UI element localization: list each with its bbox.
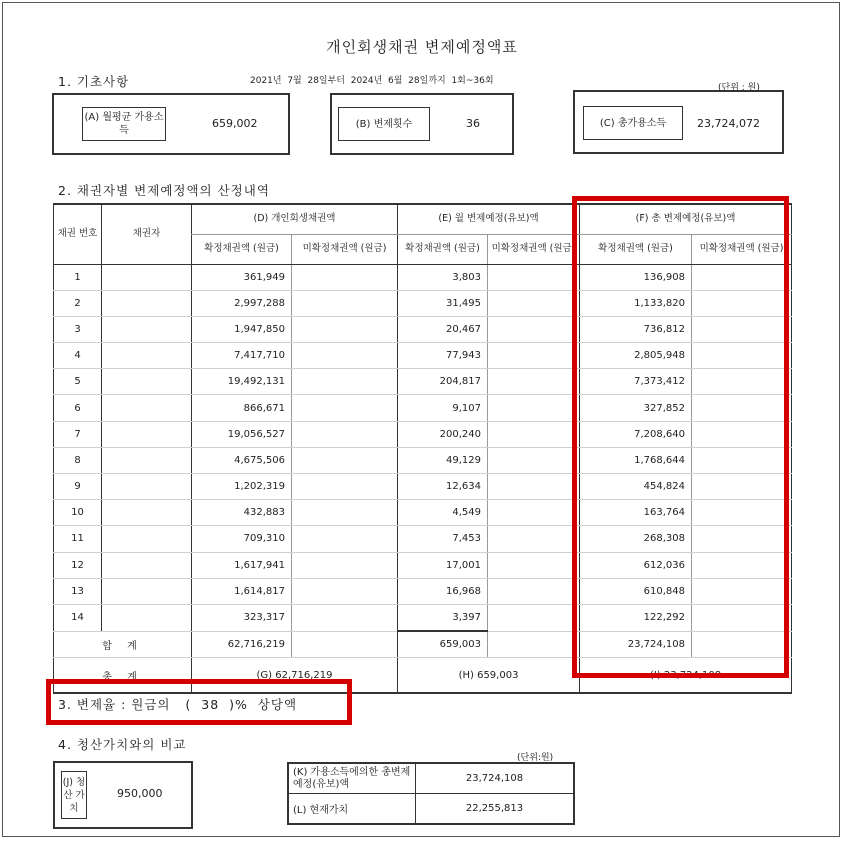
present-value-value: 22,255,813	[416, 794, 575, 825]
row-claim-unconfirmed	[292, 500, 398, 526]
total-h: (H) 659,003	[398, 658, 580, 694]
row-monthly-unconfirmed	[488, 604, 580, 631]
payment-period: 2021년 7월 28일부터 2024년 6월 28일까지 1회~36회	[250, 76, 494, 86]
row-total-confirmed: 268,308	[580, 526, 692, 552]
row-claim-unconfirmed	[292, 604, 398, 631]
row-claim-confirmed: 323,317	[192, 604, 292, 631]
row-total-confirmed: 327,852	[580, 395, 692, 421]
row-no: 8	[54, 447, 102, 473]
row-creditor	[102, 421, 192, 447]
total-i: (I) 23,724,108	[580, 658, 792, 694]
row-claim-unconfirmed	[292, 369, 398, 395]
row-claim-unconfirmed	[292, 578, 398, 604]
monthly-income-value: 659,002	[212, 117, 258, 130]
subtotal-f: 23,724,108	[580, 631, 692, 658]
row-monthly-confirmed: 4,549	[398, 500, 488, 526]
header-e-confirmed: 확정채권액 (원금)	[398, 234, 488, 264]
row-creditor	[102, 447, 192, 473]
row-monthly-confirmed: 7,453	[398, 526, 488, 552]
row-total-confirmed: 163,764	[580, 500, 692, 526]
comparison-table	[287, 762, 575, 825]
row-claim-unconfirmed	[292, 447, 398, 473]
available-income-total-label: (K) 가용소득에의한 총변제예정(유보)액	[288, 763, 416, 794]
monthly-income-label: (A) 월평균 가용소득	[82, 107, 166, 141]
section1-heading: 1. 기초사항	[58, 74, 130, 89]
row-monthly-confirmed: 12,634	[398, 474, 488, 500]
highlight-total-repayment	[572, 196, 789, 678]
row-total-confirmed: 454,824	[580, 474, 692, 500]
row-creditor	[102, 290, 192, 316]
row-claim-unconfirmed	[292, 264, 398, 290]
header-d-confirmed: 확정채권액 (원금)	[192, 234, 292, 264]
row-creditor	[102, 264, 192, 290]
row-monthly-unconfirmed	[488, 369, 580, 395]
header-creditor: 채권자	[102, 204, 192, 264]
row-claim-confirmed: 866,671	[192, 395, 292, 421]
row-no: 4	[54, 343, 102, 369]
row-total-confirmed: 122,292	[580, 604, 692, 631]
header-f-unconfirmed: 미확정채권액 (원금)	[692, 234, 792, 264]
row-claim-unconfirmed	[292, 343, 398, 369]
row-claim-confirmed: 361,949	[192, 264, 292, 290]
row-monthly-confirmed: 3,803	[398, 264, 488, 290]
header-creditor-no: 채권 번호	[54, 204, 102, 264]
row-claim-confirmed: 1,617,941	[192, 552, 292, 578]
row-monthly-confirmed: 9,107	[398, 395, 488, 421]
row-total-confirmed: 136,908	[580, 264, 692, 290]
row-monthly-confirmed: 77,943	[398, 343, 488, 369]
total-income-label: (C) 총가용소득	[583, 106, 683, 140]
row-claim-confirmed: 1,614,817	[192, 578, 292, 604]
row-creditor	[102, 343, 192, 369]
header-f-confirmed: 확정채권액 (원금)	[580, 234, 692, 264]
row-claim-confirmed: 1,947,850	[192, 316, 292, 342]
row-monthly-unconfirmed	[488, 526, 580, 552]
row-no: 10	[54, 500, 102, 526]
row-monthly-confirmed: 16,968	[398, 578, 488, 604]
row-monthly-confirmed: 200,240	[398, 421, 488, 447]
row-no: 7	[54, 421, 102, 447]
row-total-confirmed: 610,848	[580, 578, 692, 604]
row-claim-unconfirmed	[292, 552, 398, 578]
section1-unit: (단위 : 원)	[718, 83, 760, 93]
row-monthly-confirmed: 20,467	[398, 316, 488, 342]
row-creditor	[102, 316, 192, 342]
row-claim-confirmed: 2,997,288	[192, 290, 292, 316]
row-no: 6	[54, 395, 102, 421]
row-claim-confirmed: 7,417,710	[192, 343, 292, 369]
header-total-repayment: (F) 총 변제예정(유보)액	[580, 204, 792, 234]
row-monthly-unconfirmed	[488, 316, 580, 342]
row-creditor	[102, 552, 192, 578]
row-creditor	[102, 578, 192, 604]
row-total-confirmed: 7,373,412	[580, 369, 692, 395]
row-total-confirmed: 1,768,644	[580, 447, 692, 473]
row-total-confirmed: 612,036	[580, 552, 692, 578]
row-creditor	[102, 474, 192, 500]
row-total-confirmed: 1,133,820	[580, 290, 692, 316]
row-claim-unconfirmed	[292, 421, 398, 447]
total-g: (G) 62,716,219	[192, 658, 398, 694]
section4-unit: (단위:원)	[517, 753, 554, 763]
repayment-rate: 3. 변제율 : 원금의 ( 38 )% 상당액	[58, 697, 298, 712]
row-monthly-confirmed: 31,495	[398, 290, 488, 316]
subtotal-d: 62,716,219	[192, 631, 292, 658]
section2-heading: 2. 채권자별 변제예정액의 산정내역	[58, 183, 270, 198]
row-monthly-confirmed: 3,397	[398, 604, 488, 631]
section4-heading: 4. 청산가치와의 비교	[58, 737, 187, 752]
row-monthly-unconfirmed	[488, 552, 580, 578]
row-monthly-unconfirmed	[488, 447, 580, 473]
row-claim-confirmed: 709,310	[192, 526, 292, 552]
total-label: 총 계	[102, 671, 143, 683]
row-monthly-unconfirmed	[488, 290, 580, 316]
row-monthly-confirmed: 17,001	[398, 552, 488, 578]
row-no: 9	[54, 474, 102, 500]
row-no: 2	[54, 290, 102, 316]
row-monthly-unconfirmed	[488, 264, 580, 290]
row-total-confirmed: 7,208,640	[580, 421, 692, 447]
row-no: 5	[54, 369, 102, 395]
payment-count-value: 36	[466, 117, 480, 130]
subtotal-label: 합 계	[54, 631, 192, 658]
row-no: 3	[54, 316, 102, 342]
row-claim-confirmed: 4,675,506	[192, 447, 292, 473]
header-claim-amount: (D) 개인회생채권액	[192, 204, 398, 234]
payment-count-box	[330, 93, 514, 155]
row-monthly-unconfirmed	[488, 421, 580, 447]
row-claim-unconfirmed	[292, 395, 398, 421]
row-claim-unconfirmed	[292, 474, 398, 500]
payment-count-label: (B) 변제횟수	[338, 107, 430, 141]
row-claim-confirmed: 1,202,319	[192, 474, 292, 500]
row-claim-confirmed: 432,883	[192, 500, 292, 526]
row-monthly-confirmed: 49,129	[398, 447, 488, 473]
row-monthly-unconfirmed	[488, 343, 580, 369]
row-claim-unconfirmed	[292, 316, 398, 342]
total-income-box	[573, 90, 784, 154]
row-monthly-unconfirmed	[488, 474, 580, 500]
row-no: 12	[54, 552, 102, 578]
row-monthly-unconfirmed	[488, 500, 580, 526]
row-creditor	[102, 526, 192, 552]
subtotal-e: 659,003	[398, 631, 488, 658]
row-creditor	[102, 369, 192, 395]
row-claim-confirmed: 19,492,131	[192, 369, 292, 395]
row-no: 11	[54, 526, 102, 552]
row-claim-unconfirmed	[292, 526, 398, 552]
header-d-unconfirmed: 미확정채권액 (원금)	[292, 234, 398, 264]
monthly-income-box	[52, 93, 290, 155]
total-income-value: 23,724,072	[697, 117, 760, 130]
row-no: 14	[54, 604, 102, 631]
row-claim-unconfirmed	[292, 290, 398, 316]
row-total-confirmed: 2,805,948	[580, 343, 692, 369]
row-creditor	[102, 500, 192, 526]
row-monthly-unconfirmed	[488, 578, 580, 604]
liquidation-value-label: (J) 청산 가치	[61, 771, 87, 819]
header-e-unconfirmed: 미확정채권액 (원금)	[488, 234, 580, 264]
row-total-confirmed: 736,812	[580, 316, 692, 342]
row-no: 1	[54, 264, 102, 290]
liquidation-value: 950,000	[117, 787, 163, 800]
available-income-total-value: 23,724,108	[416, 763, 575, 794]
row-creditor	[102, 604, 192, 631]
liquidation-value-box	[53, 761, 193, 829]
row-monthly-confirmed: 204,817	[398, 369, 488, 395]
row-monthly-unconfirmed	[488, 395, 580, 421]
row-claim-confirmed: 19,056,527	[192, 421, 292, 447]
page-title: 개인회생채권 변제예정액표	[326, 38, 518, 56]
row-creditor	[102, 395, 192, 421]
header-monthly-repayment: (E) 월 변제예정(유보)액	[398, 204, 580, 234]
present-value-label: (L) 현재가치	[288, 794, 416, 825]
row-no: 13	[54, 578, 102, 604]
